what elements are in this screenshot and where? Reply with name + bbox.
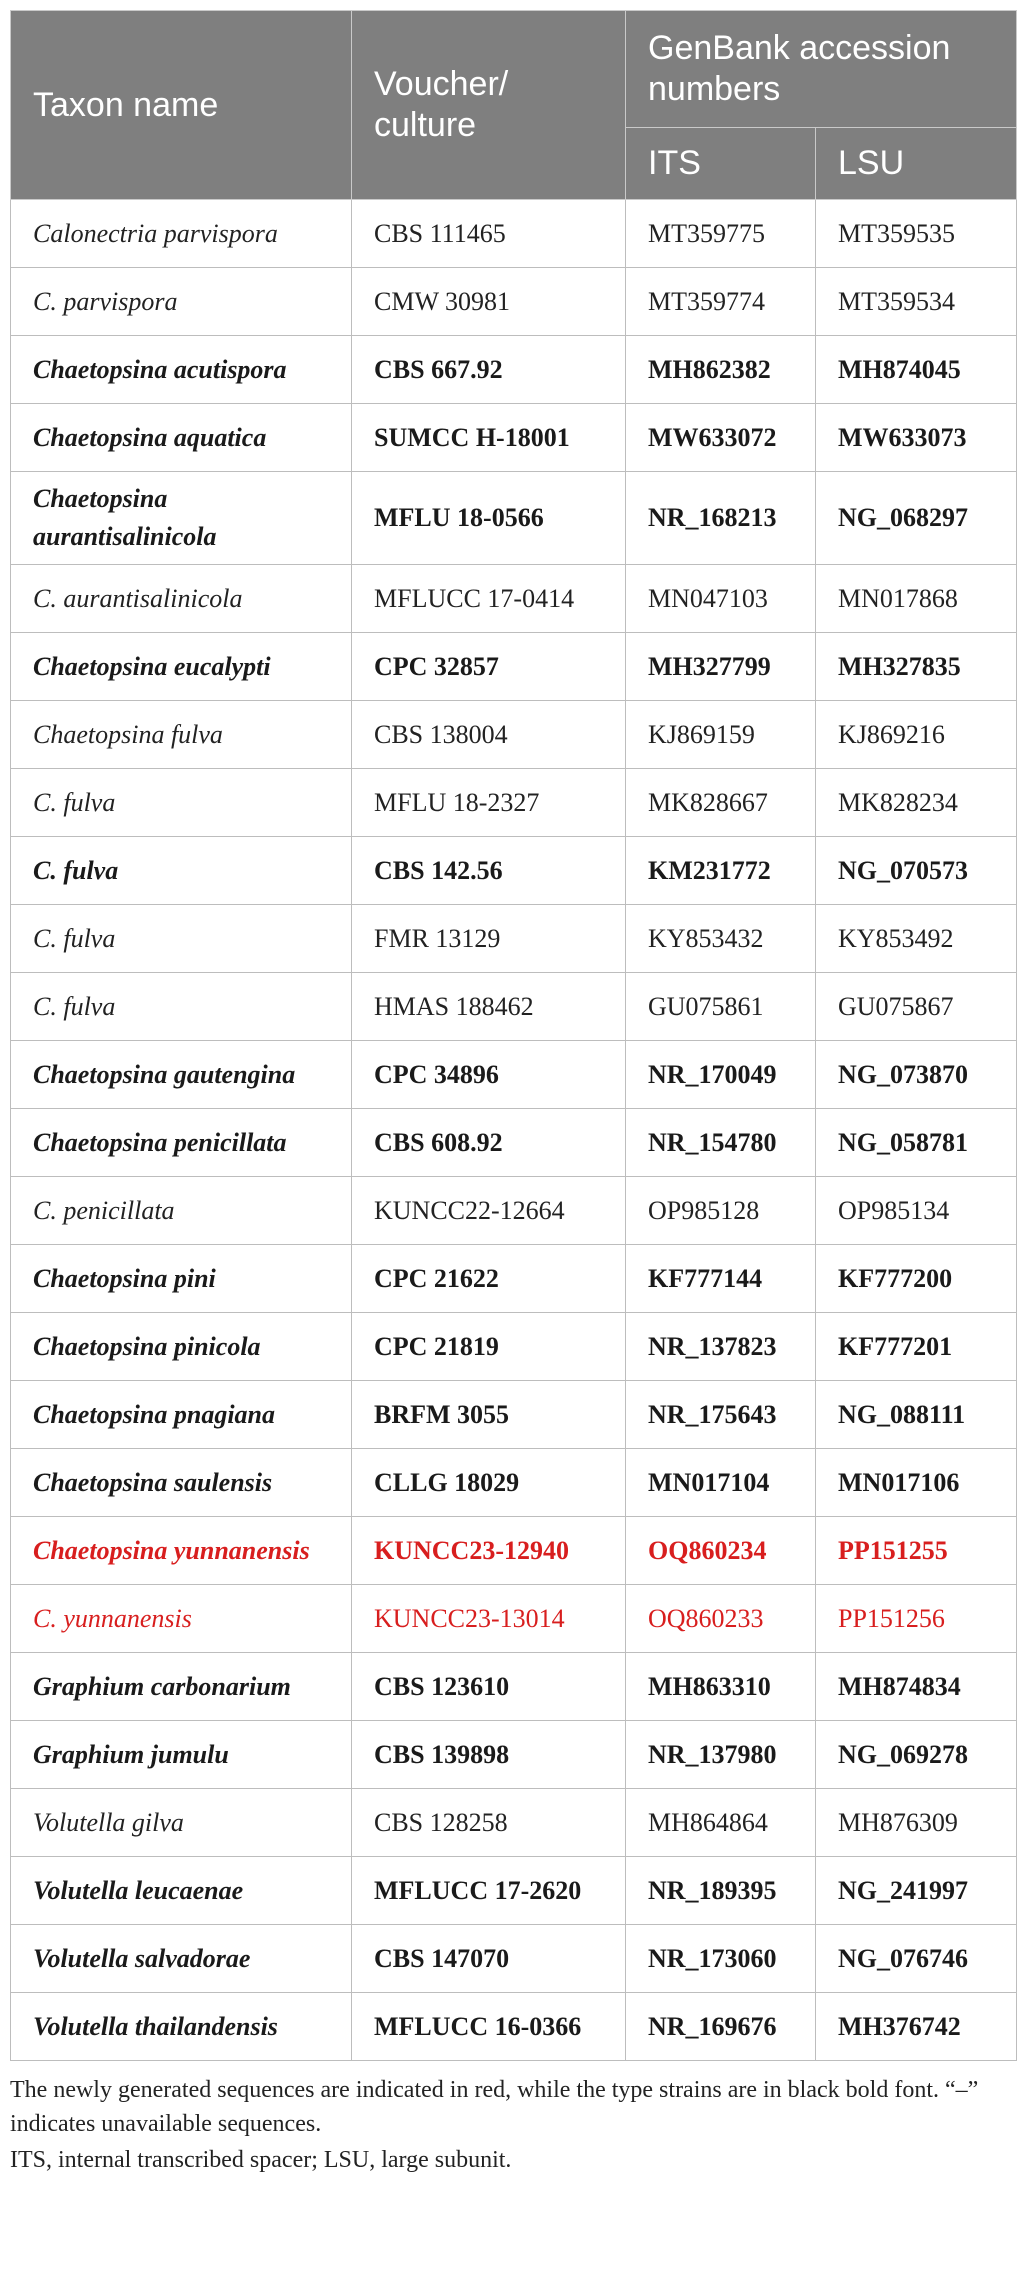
cell-voucher: CBS 608.92: [352, 1109, 626, 1177]
table-row: [11, 1177, 1017, 1245]
cell-lsu: OP985134: [816, 1177, 1017, 1245]
cell-taxon: Calonectria parvispora: [11, 200, 352, 268]
table-row: [11, 1653, 1017, 1721]
cell-taxon: Chaetopsina aurantisalinicola: [11, 472, 352, 565]
cell-lsu: MT359535: [816, 200, 1017, 268]
table-row: [11, 472, 1017, 565]
cell-its: KF777144: [626, 1245, 816, 1313]
cell-voucher: CBS 147070: [352, 1925, 626, 1993]
header-lsu: LSU: [816, 128, 1017, 200]
cell-lsu: NG_088111: [816, 1381, 1017, 1449]
cell-voucher: CPC 21622: [352, 1245, 626, 1313]
cell-voucher: CBS 123610: [352, 1653, 626, 1721]
cell-its: OP985128: [626, 1177, 816, 1245]
cell-lsu: MH376742: [816, 1993, 1017, 2061]
cell-taxon: C. aurantisalinicola: [11, 565, 352, 633]
cell-taxon: Volutella salvadorae: [11, 1925, 352, 1993]
cell-taxon: Chaetopsina yunnanensis: [11, 1517, 352, 1585]
cell-its: NR_169676: [626, 1993, 816, 2061]
cell-voucher: CBS 111465: [352, 200, 626, 268]
table-row: [11, 1857, 1017, 1925]
cell-its: NR_137980: [626, 1721, 816, 1789]
table-header: [11, 11, 1017, 200]
cell-voucher: SUMCC H-18001: [352, 404, 626, 472]
header-voucher: Voucher/ culture: [352, 11, 626, 200]
cell-lsu: KF777200: [816, 1245, 1017, 1313]
cell-its: NR_154780: [626, 1109, 816, 1177]
table-footnotes: [10, 2073, 1016, 2177]
cell-taxon: Chaetopsina aquatica: [11, 404, 352, 472]
cell-lsu: KF777201: [816, 1313, 1017, 1381]
cell-lsu: MK828234: [816, 769, 1017, 837]
cell-its: GU075861: [626, 973, 816, 1041]
cell-its: NR_170049: [626, 1041, 816, 1109]
cell-voucher: CLLG 18029: [352, 1449, 626, 1517]
table-row: [11, 1245, 1017, 1313]
cell-voucher: HMAS 188462: [352, 973, 626, 1041]
cell-taxon: C. fulva: [11, 973, 352, 1041]
table-row: [11, 1313, 1017, 1381]
header-taxon: Taxon name: [11, 11, 352, 200]
cell-voucher: MFLUCC 16-0366: [352, 1993, 626, 2061]
cell-its: KY853432: [626, 905, 816, 973]
table-row: [11, 1517, 1017, 1585]
cell-voucher: FMR 13129: [352, 905, 626, 973]
cell-taxon: Chaetopsina eucalypti: [11, 633, 352, 701]
cell-voucher: MFLU 18-2327: [352, 769, 626, 837]
table-row: [11, 1925, 1017, 1993]
footnote-abbreviations: ITS, internal transcribed spacer; LSU, large subunit.: [10, 2147, 512, 2173]
cell-its: MH862382: [626, 336, 816, 404]
table-row: [11, 1585, 1017, 1653]
cell-voucher: MFLU 18-0566: [352, 472, 626, 565]
cell-taxon: Chaetopsina pini: [11, 1245, 352, 1313]
cell-lsu: MH327835: [816, 633, 1017, 701]
table-row: [11, 1721, 1017, 1789]
cell-voucher: CBS 139898: [352, 1721, 626, 1789]
cell-taxon: Chaetopsina pinicola: [11, 1313, 352, 1381]
table-row: [11, 1449, 1017, 1517]
table-row: [11, 268, 1017, 336]
cell-lsu: MW633073: [816, 404, 1017, 472]
cell-lsu: NG_068297: [816, 472, 1017, 565]
cell-lsu: MH874045: [816, 336, 1017, 404]
cell-taxon: C. penicillata: [11, 1177, 352, 1245]
cell-its: OQ860234: [626, 1517, 816, 1585]
cell-lsu: MN017106: [816, 1449, 1017, 1517]
table-row: [11, 973, 1017, 1041]
table-row: [11, 633, 1017, 701]
cell-lsu: MH876309: [816, 1789, 1017, 1857]
cell-lsu: KJ869216: [816, 701, 1017, 769]
cell-its: MH327799: [626, 633, 816, 701]
cell-voucher: MFLUCC 17-2620: [352, 1857, 626, 1925]
cell-its: MH864864: [626, 1789, 816, 1857]
cell-taxon: C. fulva: [11, 837, 352, 905]
cell-lsu: NG_058781: [816, 1109, 1017, 1177]
accession-table: [10, 10, 1017, 2061]
table-row: [11, 905, 1017, 973]
table-row: [11, 837, 1017, 905]
cell-its: NR_189395: [626, 1857, 816, 1925]
cell-taxon: Chaetopsina fulva: [11, 701, 352, 769]
cell-its: MT359775: [626, 200, 816, 268]
cell-its: NR_175643: [626, 1381, 816, 1449]
cell-taxon: Volutella gilva: [11, 1789, 352, 1857]
table-row: [11, 1041, 1017, 1109]
cell-taxon: C. yunnanensis: [11, 1585, 352, 1653]
table-body: [11, 200, 1017, 2061]
cell-lsu: NG_069278: [816, 1721, 1017, 1789]
cell-its: NR_168213: [626, 472, 816, 565]
cell-voucher: CBS 667.92: [352, 336, 626, 404]
cell-its: OQ860233: [626, 1585, 816, 1653]
table-row: [11, 1789, 1017, 1857]
cell-its: MH863310: [626, 1653, 816, 1721]
cell-voucher: CPC 21819: [352, 1313, 626, 1381]
cell-voucher: CBS 142.56: [352, 837, 626, 905]
cell-taxon: C. fulva: [11, 905, 352, 973]
cell-taxon: Chaetopsina pnagiana: [11, 1381, 352, 1449]
cell-voucher: CPC 34896: [352, 1041, 626, 1109]
cell-its: MN047103: [626, 565, 816, 633]
cell-its: KM231772: [626, 837, 816, 905]
table-row: [11, 1381, 1017, 1449]
cell-lsu: NG_241997: [816, 1857, 1017, 1925]
cell-lsu: KY853492: [816, 905, 1017, 973]
table-row: [11, 565, 1017, 633]
cell-its: MN017104: [626, 1449, 816, 1517]
cell-lsu: MT359534: [816, 268, 1017, 336]
cell-lsu: GU075867: [816, 973, 1017, 1041]
cell-its: MK828667: [626, 769, 816, 837]
cell-voucher: CBS 138004: [352, 701, 626, 769]
cell-taxon: Chaetopsina saulensis: [11, 1449, 352, 1517]
table-row: [11, 200, 1017, 268]
table-container: [10, 10, 1016, 2177]
cell-voucher: BRFM 3055: [352, 1381, 626, 1449]
table-row: [11, 1109, 1017, 1177]
cell-lsu: NG_076746: [816, 1925, 1017, 1993]
header-its: ITS: [626, 128, 816, 200]
cell-its: NR_173060: [626, 1925, 816, 1993]
cell-voucher: KUNCC23-12940: [352, 1517, 626, 1585]
cell-taxon: C. fulva: [11, 769, 352, 837]
cell-taxon: Chaetopsina penicillata: [11, 1109, 352, 1177]
cell-lsu: MH874834: [816, 1653, 1017, 1721]
cell-voucher: KUNCC22-12664: [352, 1177, 626, 1245]
table-row: [11, 769, 1017, 837]
table-row: [11, 1993, 1017, 2061]
cell-its: MW633072: [626, 404, 816, 472]
cell-lsu: NG_073870: [816, 1041, 1017, 1109]
cell-voucher: MFLUCC 17-0414: [352, 565, 626, 633]
cell-its: KJ869159: [626, 701, 816, 769]
cell-voucher: KUNCC23-13014: [352, 1585, 626, 1653]
table-row: [11, 336, 1017, 404]
cell-taxon: C. parvispora: [11, 268, 352, 336]
cell-taxon: Chaetopsina gautengina: [11, 1041, 352, 1109]
cell-voucher: CBS 128258: [352, 1789, 626, 1857]
cell-taxon: Volutella leucaenae: [11, 1857, 352, 1925]
cell-taxon: Chaetopsina acutispora: [11, 336, 352, 404]
table-row: [11, 701, 1017, 769]
cell-its: NR_137823: [626, 1313, 816, 1381]
footnote-legend: The newly generated sequences are indicated in red, while the type strains are in black bold font. “–” indicates unavailable sequences.: [10, 2077, 979, 2137]
cell-taxon: Graphium jumulu: [11, 1721, 352, 1789]
cell-lsu: PP151256: [816, 1585, 1017, 1653]
header-genbank: GenBank accession numbers: [626, 11, 1017, 128]
cell-lsu: PP151255: [816, 1517, 1017, 1585]
cell-its: MT359774: [626, 268, 816, 336]
cell-taxon: Volutella thailandensis: [11, 1993, 352, 2061]
cell-taxon: Graphium carbonarium: [11, 1653, 352, 1721]
table-row: [11, 404, 1017, 472]
cell-voucher: CPC 32857: [352, 633, 626, 701]
cell-lsu: MN017868: [816, 565, 1017, 633]
cell-lsu: NG_070573: [816, 837, 1017, 905]
cell-voucher: CMW 30981: [352, 268, 626, 336]
